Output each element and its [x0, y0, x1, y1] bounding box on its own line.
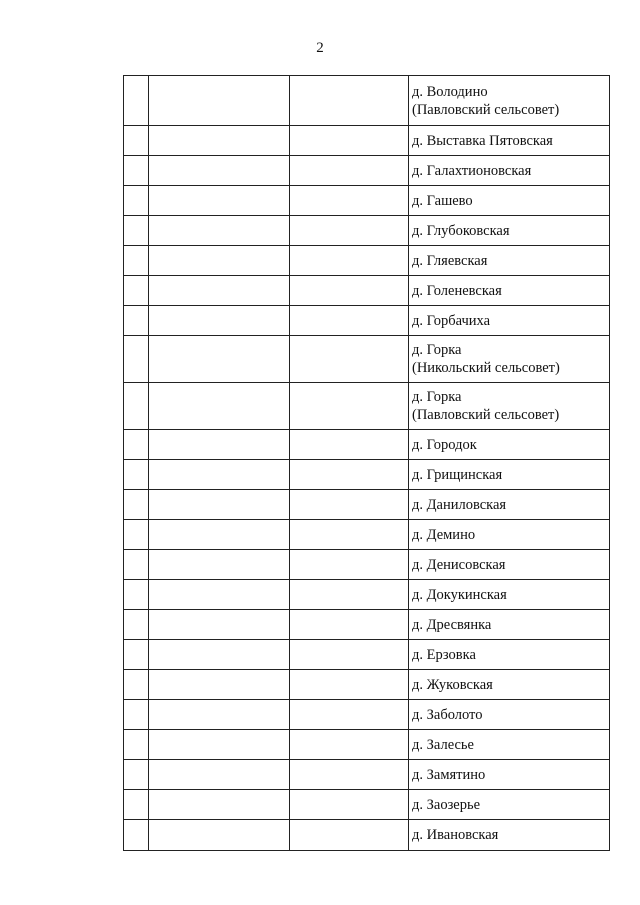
table-row	[124, 216, 610, 246]
empty-cell	[124, 490, 149, 520]
settlement-name-cell	[409, 336, 610, 383]
settlement-name-line: д. Галахтионовская	[412, 162, 532, 179]
empty-cell	[124, 730, 149, 760]
settlement-name-line: д. Городок	[412, 436, 477, 453]
empty-cell	[124, 760, 149, 790]
table-row	[124, 246, 610, 276]
empty-cell	[149, 76, 290, 126]
empty-cell	[290, 216, 409, 246]
settlement-name-line: д. Докукинская	[412, 586, 507, 603]
table-row	[124, 186, 610, 216]
empty-cell	[124, 430, 149, 460]
empty-cell	[290, 550, 409, 580]
settlement-name-cell	[409, 580, 610, 610]
table-row	[124, 76, 610, 126]
empty-cell	[290, 336, 409, 383]
settlement-name-line: д. Даниловская	[412, 496, 507, 513]
empty-cell	[290, 790, 409, 820]
empty-cell	[149, 430, 290, 460]
settlement-name-line: д. Ивановская	[412, 827, 499, 843]
settlement-name-line: д. Гляевская	[412, 252, 488, 269]
table-row	[124, 306, 610, 336]
settlement-name-cell	[409, 76, 610, 126]
empty-cell	[124, 460, 149, 490]
empty-cell	[149, 640, 290, 670]
empty-cell	[290, 760, 409, 790]
settlement-name-cell	[409, 730, 610, 760]
empty-cell	[290, 700, 409, 730]
empty-cell	[149, 186, 290, 216]
table-row	[124, 550, 610, 580]
empty-cell	[149, 670, 290, 700]
empty-cell	[124, 670, 149, 700]
settlement-name-cell	[409, 306, 610, 336]
table-row	[124, 276, 610, 306]
table-row	[124, 156, 610, 186]
table-row	[124, 336, 610, 383]
empty-cell	[149, 820, 290, 851]
table-row	[124, 490, 610, 520]
empty-cell	[149, 790, 290, 820]
table-row	[124, 580, 610, 610]
table-row	[124, 790, 610, 820]
empty-cell	[124, 126, 149, 156]
settlement-name-cell	[409, 216, 610, 246]
empty-cell	[290, 76, 409, 126]
settlement-name-cell	[409, 126, 610, 156]
settlement-name-line: д. Ерзовка	[412, 646, 476, 663]
empty-cell	[290, 820, 409, 851]
settlement-name-line: д. Гашево	[412, 192, 473, 209]
empty-cell	[124, 580, 149, 610]
empty-cell	[290, 670, 409, 700]
empty-cell	[290, 126, 409, 156]
empty-cell	[124, 700, 149, 730]
empty-cell	[124, 820, 149, 851]
settlement-name-line: д. Залесье	[412, 736, 474, 753]
settlement-name-line: д. Демино	[412, 526, 476, 543]
table-row	[124, 383, 610, 430]
empty-cell	[124, 383, 149, 430]
empty-cell	[149, 383, 290, 430]
settlement-name-cell	[409, 383, 610, 430]
empty-cell	[124, 790, 149, 820]
settlement-name-line: д. Денисовская	[412, 556, 506, 573]
empty-cell	[149, 246, 290, 276]
table-row	[124, 670, 610, 700]
settlement-name-line: д. Дресвянка	[412, 616, 492, 633]
empty-cell	[290, 580, 409, 610]
empty-cell	[290, 246, 409, 276]
empty-cell	[149, 460, 290, 490]
empty-cell	[290, 640, 409, 670]
empty-cell	[149, 276, 290, 306]
empty-cell	[290, 520, 409, 550]
empty-cell	[124, 76, 149, 126]
table-row	[124, 700, 610, 730]
settlement-name-cell	[409, 490, 610, 520]
settlement-name-cell	[409, 186, 610, 216]
settlements-table-body	[124, 76, 610, 851]
settlement-name-cell	[409, 460, 610, 490]
settlement-name-line: д. Голеневская	[412, 282, 502, 299]
empty-cell	[124, 520, 149, 550]
settlement-name-line: д. Заозерье	[412, 796, 481, 813]
empty-cell	[124, 550, 149, 580]
settlements-table	[123, 75, 610, 851]
empty-cell	[149, 156, 290, 186]
empty-cell	[149, 730, 290, 760]
empty-cell	[290, 730, 409, 760]
settlement-name-cell	[409, 700, 610, 730]
settlement-name-line: д. Володино	[412, 83, 488, 100]
settlement-name-cell	[409, 790, 610, 820]
settlement-name-line: д. Заболото	[412, 706, 483, 723]
empty-cell	[290, 276, 409, 306]
settlement-name-line: (Никольский сельсовет)	[412, 360, 560, 376]
settlement-name-line: д. Горбачиха	[412, 312, 491, 329]
empty-cell	[149, 126, 290, 156]
table-row	[124, 610, 610, 640]
empty-cell	[124, 306, 149, 336]
table-row	[124, 430, 610, 460]
empty-cell	[124, 276, 149, 306]
empty-cell	[149, 490, 290, 520]
empty-cell	[149, 520, 290, 550]
empty-cell	[124, 156, 149, 186]
empty-cell	[290, 306, 409, 336]
empty-cell	[124, 610, 149, 640]
settlement-name-line: д. Грищинская	[412, 466, 503, 483]
settlement-name-cell	[409, 820, 610, 851]
table-row	[124, 520, 610, 550]
table-row	[124, 760, 610, 790]
table-row	[124, 730, 610, 760]
empty-cell	[149, 216, 290, 246]
empty-cell	[124, 336, 149, 383]
settlement-name-cell	[409, 760, 610, 790]
settlement-name-cell	[409, 550, 610, 580]
settlement-name-cell	[409, 430, 610, 460]
empty-cell	[149, 306, 290, 336]
empty-cell	[149, 580, 290, 610]
empty-cell	[290, 156, 409, 186]
settlement-name-line: (Павловский сельсовет)	[412, 407, 560, 423]
settlement-name-line: д. Замятино	[412, 766, 486, 783]
empty-cell	[149, 550, 290, 580]
empty-cell	[124, 186, 149, 216]
empty-cell	[290, 610, 409, 640]
settlement-name-cell	[409, 610, 610, 640]
settlement-name-cell	[409, 640, 610, 670]
settlement-name-cell	[409, 520, 610, 550]
settlement-name-line: д. Выставка Пятовская	[412, 132, 553, 149]
page-number: 2	[316, 40, 324, 56]
settlement-name-cell	[409, 246, 610, 276]
empty-cell	[124, 640, 149, 670]
empty-cell	[290, 430, 409, 460]
settlement-name-line: д. Горка	[412, 389, 462, 405]
table-row	[124, 640, 610, 670]
settlement-name-line: д. Жуковская	[412, 676, 493, 693]
settlement-name-cell	[409, 156, 610, 186]
table-row	[124, 820, 610, 851]
empty-cell	[124, 246, 149, 276]
empty-cell	[290, 383, 409, 430]
empty-cell	[290, 186, 409, 216]
empty-cell	[149, 760, 290, 790]
empty-cell	[290, 460, 409, 490]
empty-cell	[149, 336, 290, 383]
table-row	[124, 126, 610, 156]
settlement-name-cell	[409, 670, 610, 700]
settlement-name-line: (Павловский сельсовет)	[412, 101, 560, 118]
empty-cell	[124, 216, 149, 246]
settlement-name-cell	[409, 276, 610, 306]
empty-cell	[149, 610, 290, 640]
settlement-name-line: д. Горка	[412, 342, 462, 358]
empty-cell	[149, 700, 290, 730]
table-row	[124, 460, 610, 490]
settlement-name-line: д. Глубоковская	[412, 222, 510, 239]
empty-cell	[290, 490, 409, 520]
